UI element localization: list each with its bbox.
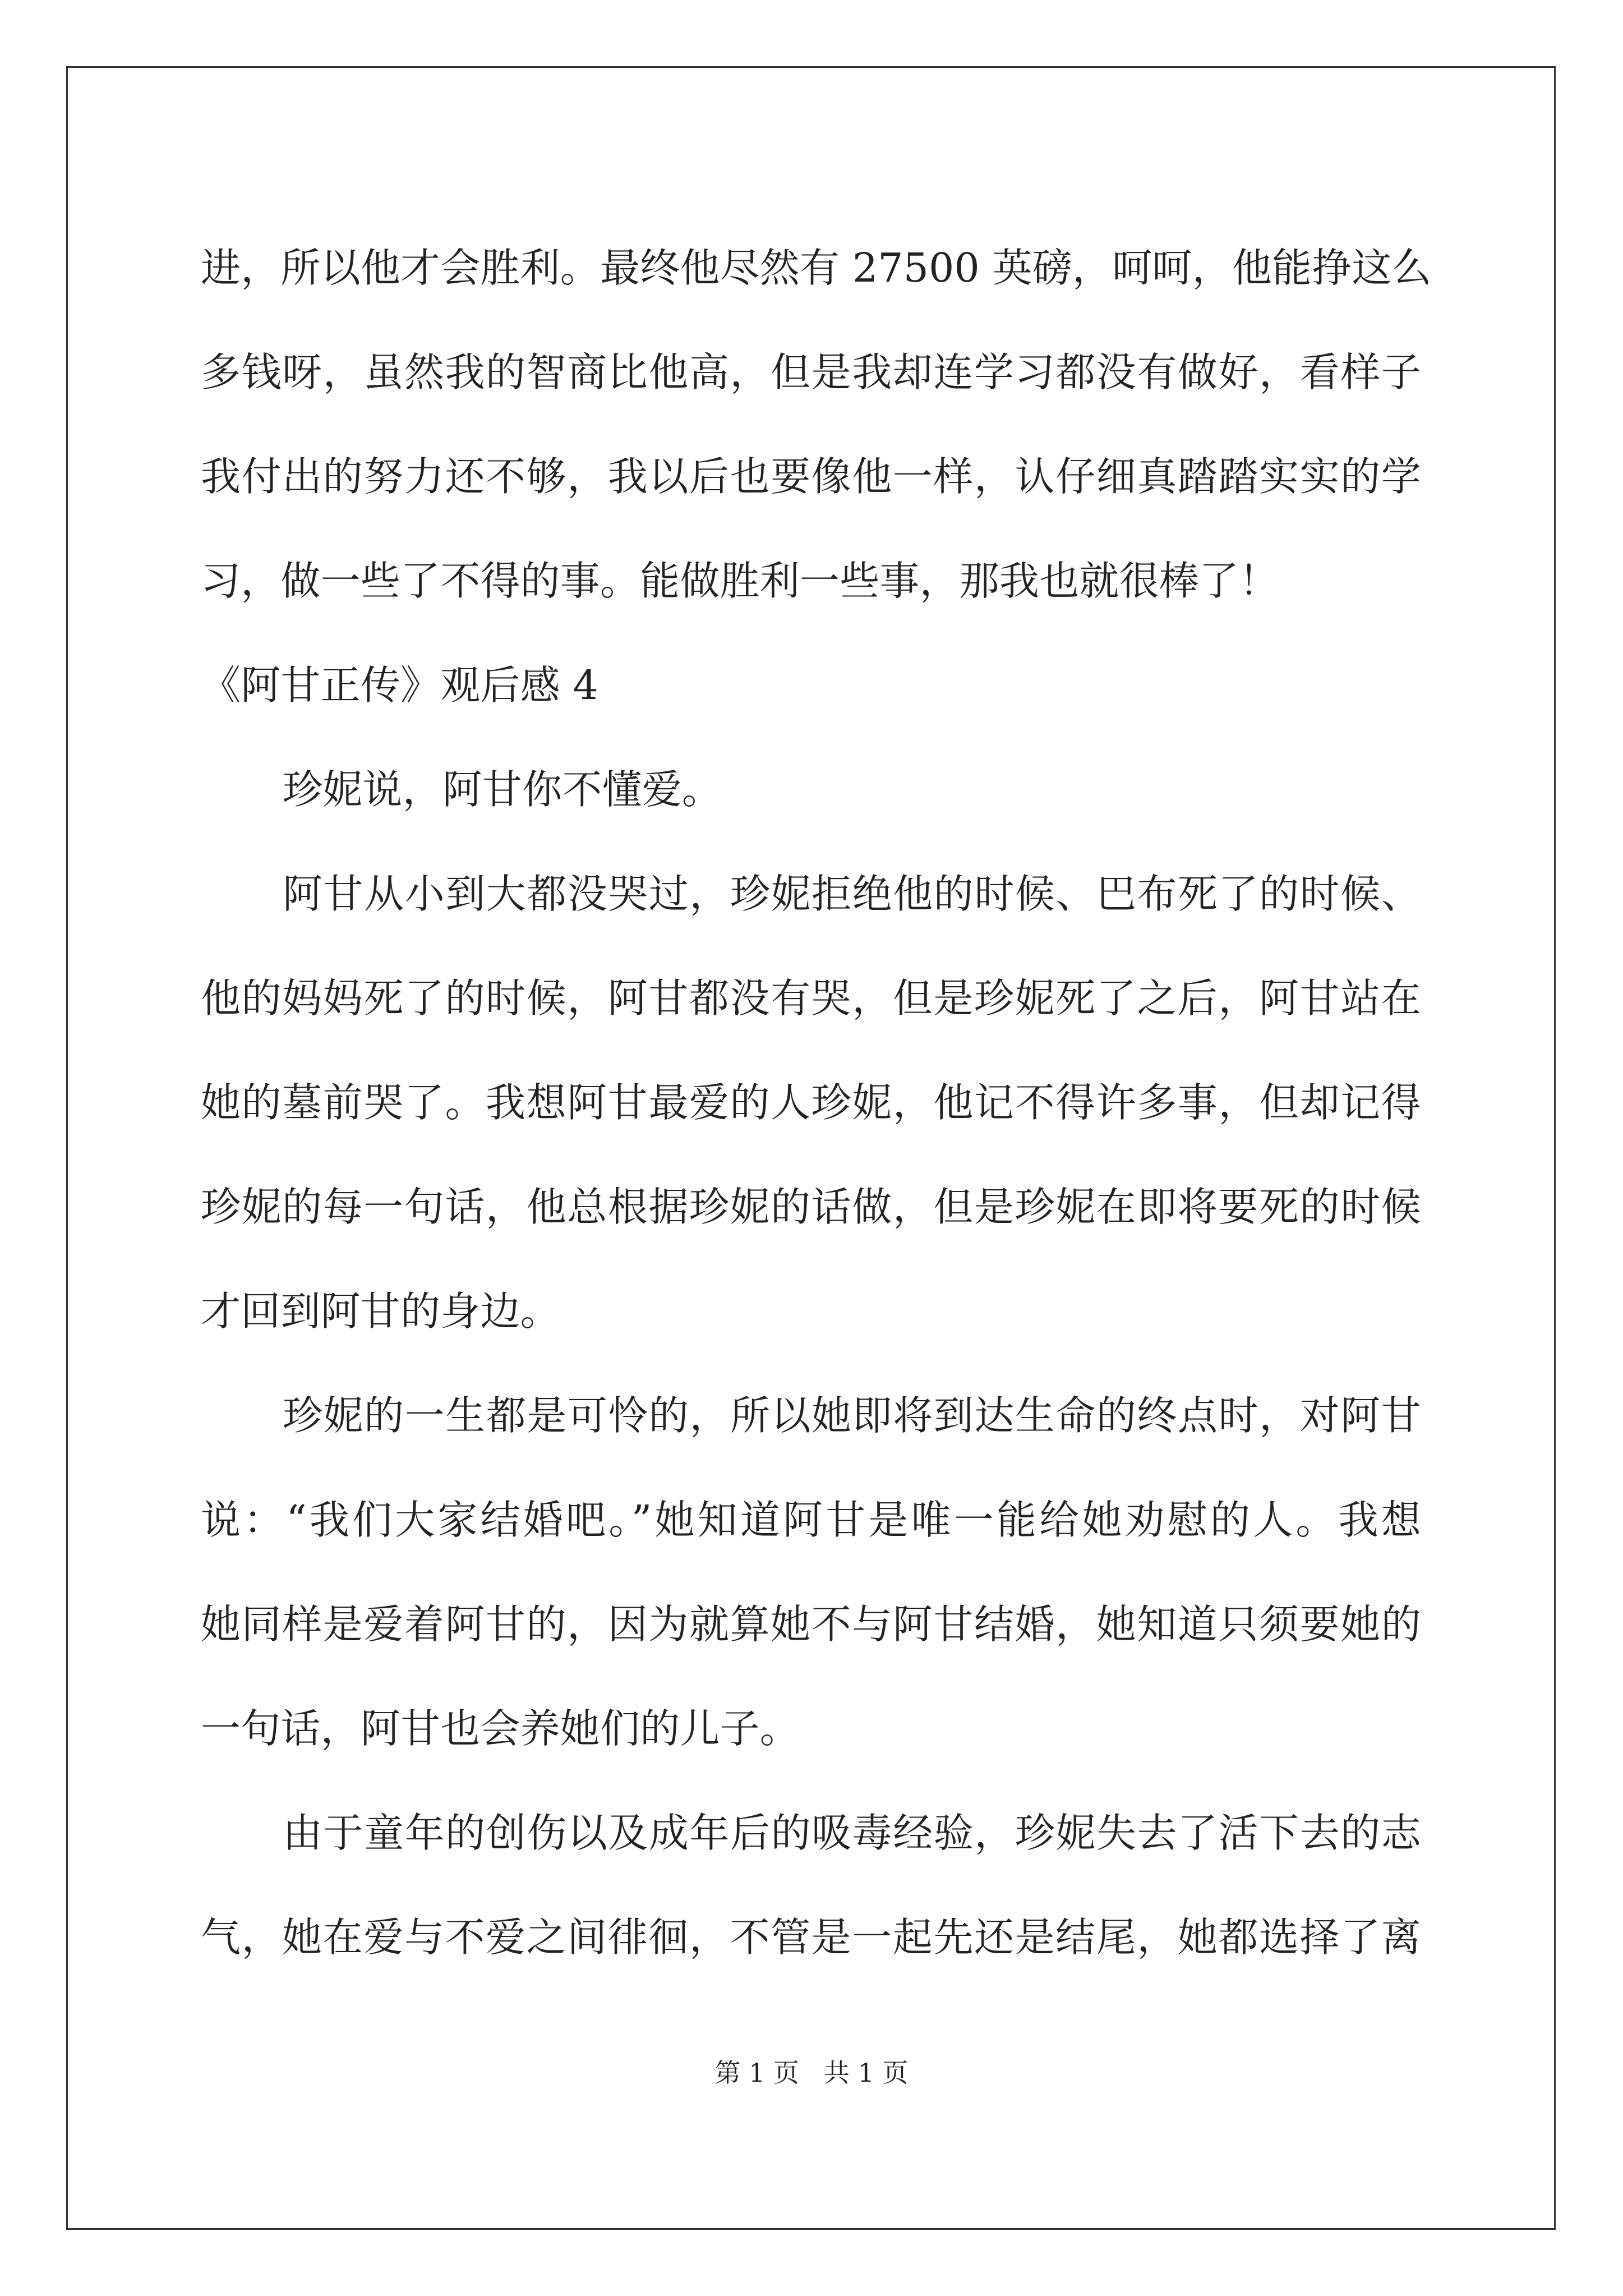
text-line: 她同样是爱着阿甘的，因为就算她不与阿甘结婚，她知道只须要她的 bbox=[201, 1601, 1421, 1648]
text-line: 进，所以他才会胜利。最终他尽然有 27500 英磅，呵呵，他能挣这么 bbox=[201, 245, 1432, 291]
text-line: 习，做一些了不得的事。能做胜利一些事，那我也就很棒了！ bbox=[201, 558, 1279, 604]
text-line: 她的墓前哭了。我想阿甘最爱的人珍妮，他记不得许多事，但却记得 bbox=[201, 1079, 1421, 1126]
document-body bbox=[201, 216, 1432, 1990]
text-line: 说：“我们大家结婚吧。”她知道阿甘是唯一能给她劝慰的人。我想 bbox=[201, 1497, 1421, 1543]
section-heading: 《阿甘正传》观后感 4 bbox=[201, 662, 598, 708]
page-number-footer: 第 1 页 共 1 页 bbox=[714, 2058, 909, 2088]
text-line: 我付出的努力还不够，我以后也要像他一样，认仔细真踏踏实实的学 bbox=[201, 453, 1421, 500]
text-line: 他的妈妈死了的时候，阿甘都没有哭，但是珍妮死了之后，阿甘站在 bbox=[201, 975, 1421, 1022]
text-line: 阿甘从小到大都没哭过，珍妮拒绝他的时候、巴布死了的时候、 bbox=[283, 871, 1421, 917]
text-line: 才回到阿甘的身边。 bbox=[201, 1288, 560, 1335]
text-line: 珍妮说，阿甘你不懂爱。 bbox=[283, 766, 722, 813]
text-line: 由于童年的创伤以及成年后的吸毒经验，珍妮失去了活下去的志 bbox=[283, 1810, 1421, 1856]
text-line: 气，她在爱与不爱之间徘徊，不管是一起先还是结尾，她都选择了离 bbox=[201, 1914, 1421, 1961]
text-line: 珍妮的一生都是可怜的，所以她即将到达生命的终点时，对阿甘 bbox=[283, 1392, 1421, 1439]
text-line: 珍妮的每一句话，他总根据珍妮的话做，但是珍妮在即将要死的时候 bbox=[201, 1184, 1421, 1230]
text-line: 多钱呀，虽然我的智商比他高，但是我却连学习都没有做好，看样子 bbox=[201, 349, 1421, 395]
text-line: 一句话，阿甘也会养她们的儿子。 bbox=[201, 1705, 800, 1752]
